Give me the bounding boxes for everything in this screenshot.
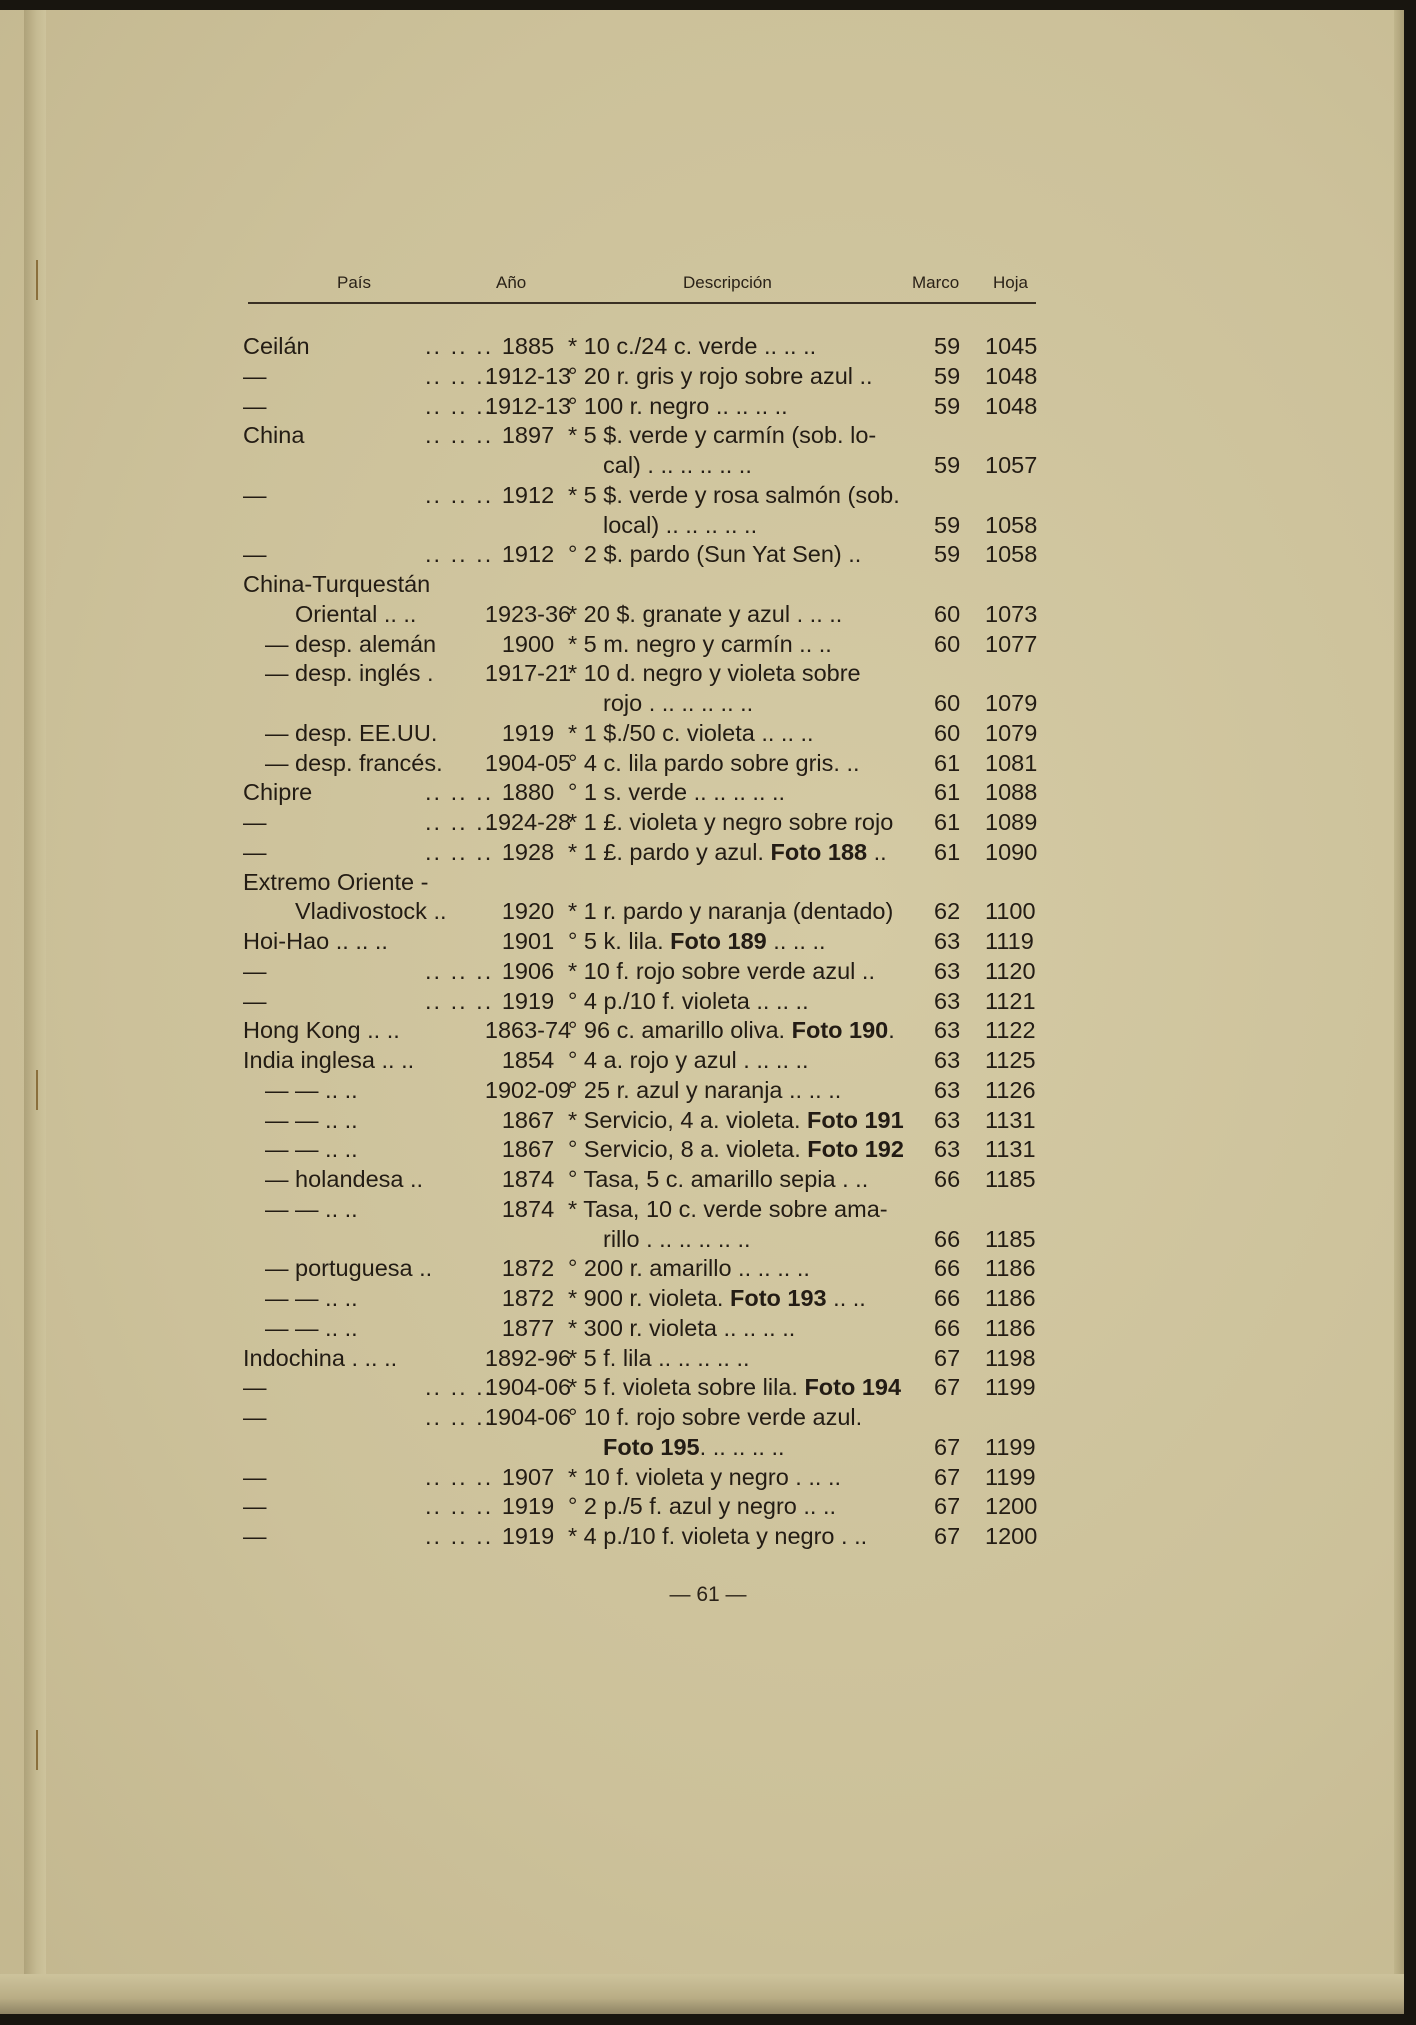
- table-row: [0, 986, 1416, 1016]
- marco-cell: 59: [934, 511, 961, 538]
- description-cell: [568, 331, 816, 361]
- description-text: * 900 r. violeta.: [568, 1285, 730, 1311]
- description-cell: [568, 1491, 836, 1521]
- table-row: [0, 867, 1416, 897]
- table-row: [0, 1105, 1416, 1135]
- hoja-cell: 1186: [985, 1255, 1036, 1282]
- year-cell: 1901: [501, 928, 555, 954]
- country-cell: Oriental .. ..: [295, 600, 417, 627]
- description-text: ° 2 $. pardo (Sun Yat Sen) ..: [568, 541, 862, 568]
- description-text: ° Servicio, 8 a. violeta.: [568, 1136, 808, 1163]
- country-cell: —: [243, 838, 267, 865]
- description-text: * 1 r. pardo y naranja (dentado): [568, 898, 894, 925]
- marco-cell: 61: [934, 838, 961, 865]
- description-text: * 10 c./24 c. verde .. .. ..: [568, 333, 817, 359]
- year-cell: 1885: [501, 333, 555, 359]
- country-cell: — — .. ..: [265, 1195, 358, 1222]
- marco-cell: 63: [934, 1076, 961, 1103]
- table-row: [0, 807, 1416, 837]
- table-row: [0, 1283, 1416, 1313]
- description-text: * 5 f. violeta sobre lila.: [568, 1374, 805, 1401]
- description-cell: [603, 1224, 751, 1254]
- header-rule: [248, 302, 1036, 304]
- header-ano: Año: [496, 273, 527, 292]
- photo-reference: Foto 191: [807, 1106, 904, 1133]
- table-row: [0, 896, 1416, 926]
- hoja-cell: 1079: [985, 690, 1038, 716]
- table-row: [0, 539, 1416, 569]
- country-cell: — — .. ..: [265, 1136, 358, 1163]
- description-cell: [568, 658, 861, 688]
- hoja-cell: 1200: [985, 1523, 1038, 1549]
- table-row: [0, 1015, 1416, 1045]
- hoja-cell: 1088: [985, 779, 1038, 806]
- marco-cell: 60: [934, 719, 961, 746]
- leader-dots: .. .. ..: [425, 1463, 494, 1490]
- year-cell: 1906: [501, 957, 555, 984]
- hoja-cell: 1131: [985, 1136, 1036, 1163]
- description-text: ° 4 p./10 f. violeta .. .. ..: [568, 987, 809, 1014]
- year-cell: 1912: [501, 541, 555, 568]
- description-text: ° 4 a. rojo y azul . .. .. ..: [568, 1047, 809, 1073]
- hoja-cell: 1090: [985, 838, 1038, 865]
- leader-dots: .. .. ..: [425, 333, 494, 359]
- description-cell: [568, 1343, 750, 1373]
- country-cell: — desp. francés.: [265, 749, 443, 776]
- header-pais: País: [337, 273, 372, 292]
- description-cell: [603, 450, 752, 480]
- country-cell: India inglesa .. ..: [243, 1047, 415, 1073]
- description-cell: [568, 361, 873, 391]
- table-row: [0, 956, 1416, 986]
- table-row: [0, 361, 1416, 391]
- year-cell: 1920: [501, 898, 555, 925]
- description-text: ° 1 s. verde .. .. .. .. ..: [568, 779, 786, 806]
- table-row: [0, 1491, 1416, 1521]
- hoja-cell: 1131: [985, 1106, 1036, 1133]
- table-row: [0, 1134, 1416, 1164]
- country-cell: — desp. alemán: [265, 630, 437, 657]
- description-cell: [568, 629, 832, 659]
- country-cell: —: [243, 392, 267, 419]
- description-cell: [568, 539, 861, 569]
- hoja-cell: 1048: [985, 362, 1038, 389]
- year-cell: 1904-06: [484, 1374, 572, 1401]
- country-cell: —: [243, 1523, 267, 1549]
- description-text: ° 100 r. negro .. .. .. ..: [568, 392, 788, 419]
- year-cell: 1854: [501, 1047, 555, 1073]
- country-cell: — portuguesa ..: [265, 1255, 433, 1282]
- table-row: [0, 777, 1416, 807]
- description-text: * 10 f. violeta y negro . .. ..: [568, 1463, 842, 1490]
- year-cell: 1877: [501, 1314, 555, 1341]
- description-cell: [568, 748, 860, 778]
- description-cell: [568, 1015, 895, 1045]
- year-cell: 1902-09: [484, 1076, 572, 1103]
- marco-cell: 60: [934, 630, 961, 657]
- description-cell: [568, 1134, 904, 1164]
- description-cell: [603, 688, 753, 718]
- table-row: [0, 629, 1416, 659]
- hoja-cell: 1073: [985, 600, 1038, 627]
- leader-dots: .. .. ..: [425, 392, 494, 419]
- hoja-cell: 1121: [985, 987, 1036, 1014]
- hoja-cell: 1198: [985, 1344, 1036, 1371]
- country-cell: Ceilán: [243, 333, 310, 359]
- description-tail: .. .. ..: [766, 928, 826, 954]
- description-cell: [568, 1045, 809, 1075]
- hoja-cell: 1186: [985, 1285, 1036, 1311]
- description-text: * 300 r. violeta .. .. .. ..: [568, 1314, 796, 1341]
- table-row: [0, 480, 1416, 510]
- country-cell: Indochina . .. ..: [243, 1344, 398, 1371]
- year-cell: 1867: [501, 1106, 555, 1133]
- country-cell: Hoi-Hao .. .. ..: [243, 928, 388, 954]
- table-row: [0, 748, 1416, 778]
- country-cell: Hong Kong .. ..: [243, 1017, 400, 1044]
- hoja-cell: 1119: [985, 928, 1034, 954]
- table-row: [0, 658, 1416, 688]
- description-cell: [568, 926, 826, 956]
- description-cell: [568, 391, 788, 421]
- marco-cell: 67: [934, 1433, 961, 1460]
- hoja-cell: 1045: [985, 333, 1038, 359]
- photo-reference: Foto 192: [807, 1136, 904, 1163]
- year-cell: 1872: [501, 1285, 555, 1311]
- country-cell: —: [243, 1493, 267, 1520]
- table-row: [0, 450, 1416, 480]
- year-cell: 1907: [501, 1463, 555, 1490]
- header-descripcion: Descripción: [683, 273, 772, 292]
- table-row: [0, 1164, 1416, 1194]
- description-text: * 5 f. lila .. .. .. .. ..: [568, 1344, 750, 1371]
- description-cell: [568, 718, 814, 748]
- leader-dots: .. .. ..: [425, 779, 494, 806]
- description-cell: [568, 1194, 888, 1224]
- description-text: ° 4 c. lila pardo sobre gris. ..: [568, 749, 860, 776]
- country-cell: —: [243, 987, 267, 1014]
- marco-cell: 63: [934, 1136, 961, 1163]
- description-cell: [568, 1253, 810, 1283]
- country-cell: China-Turquestán: [243, 571, 431, 597]
- year-cell: 1917-21: [484, 660, 572, 687]
- description-cell: [568, 1372, 901, 1402]
- leader-dots: .. .. ..: [425, 481, 494, 508]
- table-row: [0, 1432, 1416, 1462]
- description-text: * 1 £. violeta y negro sobre rojo: [568, 809, 894, 835]
- marco-cell: 63: [934, 1047, 961, 1073]
- marco-cell: 63: [934, 987, 961, 1014]
- marco-cell: 61: [934, 779, 961, 806]
- page-bottom-edge: [0, 1974, 1404, 2014]
- marco-cell: 67: [934, 1374, 961, 1401]
- marco-cell: 66: [934, 1225, 961, 1252]
- photo-reference: Foto 193: [730, 1285, 827, 1311]
- hoja-cell: 1199: [985, 1374, 1036, 1401]
- hoja-cell: 1058: [985, 511, 1038, 538]
- description-cell: [568, 986, 809, 1016]
- description-text: ° 10 f. rojo sobre verde azul.: [568, 1404, 863, 1430]
- year-cell: 1919: [501, 987, 555, 1014]
- description-text: ° 2 p./5 f. azul y negro .. ..: [568, 1493, 837, 1520]
- table-row: [0, 420, 1416, 450]
- description-text: * 20 $. granate y azul . .. ..: [568, 600, 843, 627]
- table-row: [0, 1224, 1416, 1254]
- leader-dots: .. .. ..: [425, 1493, 494, 1520]
- year-cell: 1867: [501, 1136, 555, 1163]
- year-cell: 1912: [501, 481, 555, 508]
- year-cell: 1872: [501, 1255, 555, 1282]
- year-cell: 1900: [501, 630, 555, 657]
- country-cell: China: [243, 422, 305, 449]
- description-text: ° Tasa, 5 c. amarillo sepia . ..: [568, 1166, 869, 1192]
- header-hoja: Hoja: [993, 273, 1028, 292]
- country-cell: — — .. ..: [265, 1314, 358, 1341]
- table-row: [0, 569, 1416, 599]
- hoja-cell: 1185: [985, 1166, 1036, 1192]
- table-row: [0, 1194, 1416, 1224]
- description-cell: [568, 1462, 841, 1492]
- marco-cell: 63: [934, 1017, 961, 1044]
- hoja-cell: 1048: [985, 392, 1038, 419]
- description-cell: [568, 956, 875, 986]
- marco-cell: 60: [934, 690, 961, 716]
- description-cell: [603, 1432, 785, 1462]
- description-text: rojo . .. .. .. .. ..: [603, 690, 754, 716]
- country-cell: —: [243, 957, 267, 984]
- leader-dots: .. .. ..: [425, 541, 494, 568]
- leader-dots: .. .. ..: [425, 1404, 494, 1430]
- year-cell: 1874: [501, 1166, 555, 1192]
- marco-cell: 66: [934, 1166, 961, 1192]
- hoja-cell: 1079: [985, 719, 1038, 746]
- leader-dots: .. .. ..: [425, 809, 494, 835]
- description-cell: [568, 777, 785, 807]
- table-row: [0, 1343, 1416, 1373]
- country-cell: — desp. inglés .: [265, 660, 434, 687]
- table-row: [0, 391, 1416, 421]
- country-cell: —: [243, 362, 267, 389]
- marco-cell: 66: [934, 1255, 961, 1282]
- country-cell: —: [243, 809, 267, 835]
- table-row: [0, 837, 1416, 867]
- year-cell: 1924-28: [484, 809, 572, 835]
- marco-cell: 66: [934, 1314, 961, 1341]
- description-text: ° 20 r. gris y rojo sobre azul ..: [568, 362, 873, 389]
- table-row: [0, 1372, 1416, 1402]
- description-cell: [568, 1313, 795, 1343]
- year-cell: 1919: [501, 1523, 555, 1549]
- marco-cell: 59: [934, 452, 961, 478]
- year-cell: 1892-96: [484, 1344, 572, 1371]
- year-cell: 1904-05: [484, 749, 572, 776]
- description-tail: . .. .. .. ..: [699, 1433, 785, 1460]
- table-row: [0, 510, 1416, 540]
- table-row: [0, 1075, 1416, 1105]
- hoja-cell: 1122: [985, 1017, 1036, 1044]
- binding-stitch: [36, 1730, 44, 1770]
- year-cell: 1904-06: [484, 1404, 572, 1430]
- marco-cell: 67: [934, 1344, 961, 1371]
- table-row: [0, 1462, 1416, 1492]
- country-cell: —: [243, 1463, 267, 1490]
- country-cell: —: [243, 1374, 267, 1401]
- description-tail: .: [888, 1017, 895, 1044]
- description-text: * 10 f. rojo sobre verde azul ..: [568, 957, 875, 984]
- description-text: * 5 $. verde y carmín (sob. lo-: [568, 422, 877, 449]
- photo-reference: Foto 188: [770, 838, 868, 865]
- hoja-cell: 1126: [985, 1076, 1036, 1103]
- description-text: cal) . .. .. .. .. ..: [603, 452, 752, 478]
- description-text: * Tasa, 10 c. verde sobre ama-: [568, 1195, 888, 1222]
- marco-cell: 59: [934, 392, 961, 419]
- hoja-cell: 1058: [985, 541, 1038, 568]
- country-cell: —: [243, 481, 267, 508]
- description-cell: [568, 1105, 904, 1135]
- description-cell: [568, 1075, 841, 1105]
- leader-dots: .. .. ..: [425, 838, 494, 865]
- table-row: [0, 599, 1416, 629]
- hoja-cell: 1200: [985, 1493, 1038, 1520]
- description-tail: .. ..: [826, 1285, 866, 1311]
- description-text: local) .. .. .. .. ..: [603, 511, 758, 538]
- table-row: [0, 688, 1416, 718]
- year-cell: 1897: [501, 422, 555, 449]
- hoja-cell: 1186: [985, 1314, 1036, 1341]
- description-cell: [568, 1164, 868, 1194]
- hoja-cell: 1057: [985, 452, 1038, 478]
- table-row: [0, 1045, 1416, 1075]
- description-cell: [568, 837, 887, 867]
- country-cell: — desp. EE.UU.: [265, 719, 438, 746]
- description-cell: [568, 1283, 866, 1313]
- year-cell: 1928: [501, 838, 555, 865]
- leader-dots: .. .. ..: [425, 422, 494, 449]
- marco-cell: 63: [934, 928, 961, 954]
- hoja-cell: 1185: [985, 1225, 1036, 1252]
- country-cell: —: [243, 1404, 267, 1430]
- table-row: [0, 1253, 1416, 1283]
- year-cell: 1919: [501, 1493, 555, 1520]
- hoja-cell: 1199: [985, 1433, 1036, 1460]
- marco-cell: 61: [934, 749, 961, 776]
- hoja-cell: 1199: [985, 1463, 1036, 1490]
- table-row: [0, 926, 1416, 956]
- marco-cell: 61: [934, 809, 961, 835]
- year-cell: 1919: [501, 719, 555, 746]
- description-text: ° 25 r. azul y naranja .. .. ..: [568, 1076, 842, 1103]
- year-cell: 1912-13: [484, 362, 572, 389]
- description-text: rillo . .. .. .. .. ..: [603, 1225, 751, 1252]
- description-cell: [568, 807, 893, 837]
- country-cell: — — .. ..: [265, 1106, 358, 1133]
- marco-cell: 59: [934, 333, 961, 359]
- country-cell: —: [243, 541, 267, 568]
- photo-reference: Foto 189: [670, 928, 767, 954]
- description-cell: [568, 420, 876, 450]
- description-text: * Servicio, 4 a. violeta.: [568, 1106, 808, 1133]
- description-cell: [568, 480, 900, 510]
- marco-cell: 63: [934, 1106, 961, 1133]
- description-text: * 5 $. verde y rosa salmón (sob.: [568, 481, 900, 508]
- table-row: [0, 1521, 1416, 1551]
- hoja-cell: 1081: [985, 749, 1038, 776]
- country-cell: — — .. ..: [265, 1076, 358, 1103]
- hoja-cell: 1120: [985, 957, 1036, 984]
- year-cell: 1880: [501, 779, 555, 806]
- description-text: ° 5 k. lila.: [568, 928, 671, 954]
- table-row: [0, 718, 1416, 748]
- hoja-cell: 1100: [985, 898, 1036, 925]
- hoja-cell: 1077: [985, 630, 1038, 657]
- year-cell: 1923-36: [484, 600, 572, 627]
- marco-cell: 62: [934, 898, 961, 925]
- table-row: [0, 1313, 1416, 1343]
- leader-dots: .. .. ..: [425, 1523, 494, 1549]
- country-cell: — holandesa ..: [265, 1166, 424, 1192]
- marco-cell: 67: [934, 1493, 961, 1520]
- description-text: ° 200 r. amarillo .. .. .. ..: [568, 1255, 810, 1282]
- photo-reference: Foto 195: [603, 1433, 700, 1460]
- table-row: [0, 1402, 1416, 1432]
- marco-cell: 66: [934, 1285, 961, 1311]
- description-text: * 1 $./50 c. violeta .. .. ..: [568, 719, 814, 746]
- description-text: ° 96 c. amarillo oliva.: [568, 1017, 792, 1044]
- description-cell: [568, 1402, 862, 1432]
- description-text: * 5 m. negro y carmín .. ..: [568, 630, 832, 657]
- description-cell: [568, 896, 893, 926]
- marco-cell: 67: [934, 1523, 961, 1549]
- marco-cell: 59: [934, 541, 961, 568]
- year-cell: 1874: [501, 1195, 555, 1222]
- marco-cell: 63: [934, 957, 961, 984]
- header-marco: Marco: [912, 273, 960, 292]
- description-cell: [568, 599, 842, 629]
- leader-dots: .. .. ..: [425, 987, 494, 1014]
- photo-reference: Foto 190: [791, 1017, 889, 1044]
- page-number: — 61 —: [669, 1583, 747, 1606]
- description-cell: [568, 1521, 867, 1551]
- description-text: * 10 d. negro y violeta sobre: [568, 660, 861, 687]
- binding-stitch: [36, 260, 44, 300]
- country-cell: Chipre: [243, 779, 313, 806]
- description-cell: [603, 510, 757, 540]
- leader-dots: .. .. ..: [425, 1374, 494, 1401]
- leader-dots: .. .. ..: [425, 362, 494, 389]
- country-cell: — — .. ..: [265, 1285, 358, 1311]
- hoja-cell: 1089: [985, 809, 1038, 835]
- description-text: * 1 £. pardo y azul.: [568, 838, 771, 865]
- leader-dots: .. .. ..: [425, 957, 494, 984]
- marco-cell: 67: [934, 1463, 961, 1490]
- description-text: * 4 p./10 f. violeta y negro . ..: [568, 1523, 868, 1549]
- year-cell: 1912-13: [484, 392, 572, 419]
- country-cell: Extremo Oriente -: [243, 868, 429, 895]
- photo-reference: Foto 194: [804, 1374, 902, 1401]
- marco-cell: 60: [934, 600, 961, 627]
- table-row: [0, 331, 1416, 361]
- country-cell: Vladivostock ..: [295, 898, 447, 925]
- description-tail: ..: [867, 838, 887, 865]
- year-cell: 1863-74: [484, 1017, 572, 1044]
- marco-cell: 59: [934, 362, 961, 389]
- hoja-cell: 1125: [985, 1047, 1036, 1073]
